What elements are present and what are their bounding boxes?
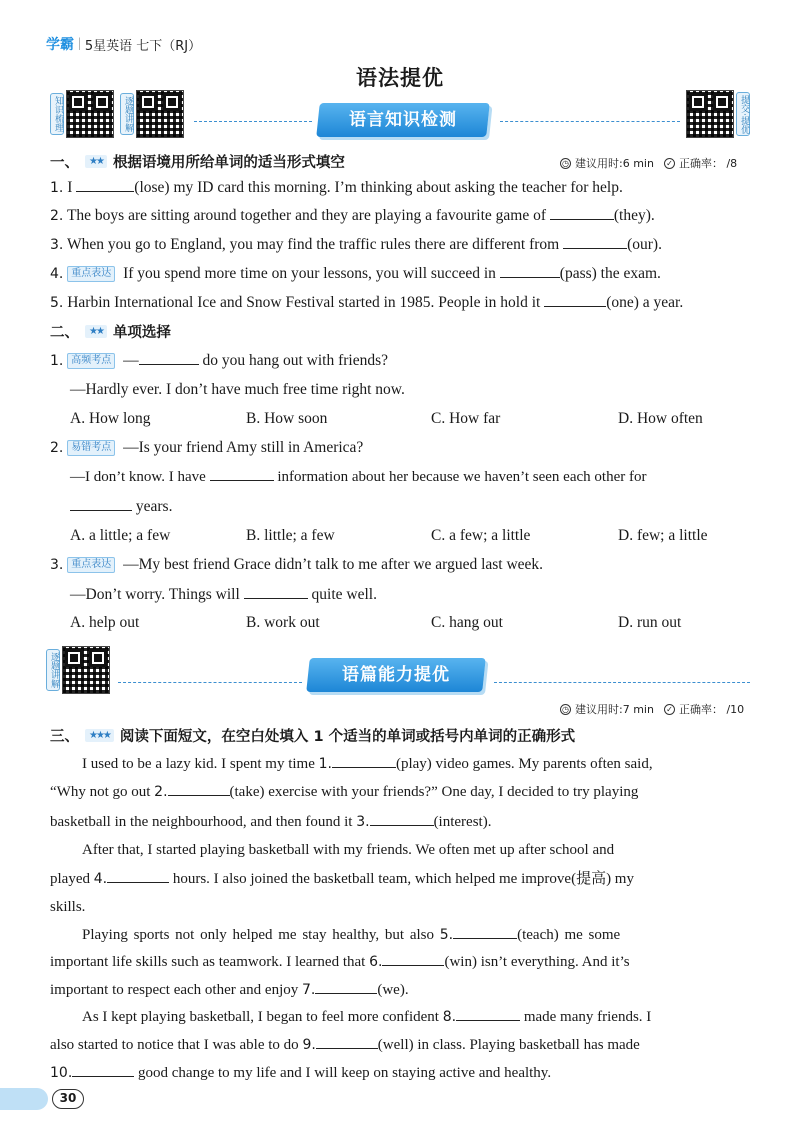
answer-blank[interactable] (107, 869, 169, 883)
qr-submit[interactable] (686, 90, 750, 138)
passage-line-10: As I kept playing basketball, I began to feel more confident 8. made many friends. I (82, 1009, 652, 1025)
fill-item-3: 3. When you go to England, you may find the traffic rules there are different from (our). (50, 236, 662, 253)
mc-reply-2-cont: years. (70, 497, 172, 517)
banner-dash-left (118, 682, 302, 683)
mc-question-3: 3. 重点表达 —My best friend Grace didn’t talk to me after we argued last week. (50, 556, 544, 573)
fill-item-5: 5. Harbin International Ice and Snow Festival started in 1985. People in hold it (one) a year. (50, 294, 684, 311)
section1-meta: ◷ 建议用时:6 min ✓ 正确率： /8 (562, 157, 738, 170)
qr-tag-submit: 提交·提优 (736, 92, 750, 137)
answer-blank[interactable] (382, 952, 444, 966)
answer-blank[interactable] (332, 754, 396, 768)
answer-blank[interactable] (456, 1007, 520, 1021)
mc-option-1a[interactable]: A. How long (70, 410, 151, 427)
answer-blank[interactable] (315, 980, 377, 994)
answer-blank[interactable] (500, 264, 560, 278)
answer-blank[interactable] (563, 235, 627, 249)
qr-code-icon (136, 90, 184, 138)
mc-question-2: 2. 易错考点 —Is your friend Amy still in America? (50, 439, 364, 456)
mc-option-3a[interactable]: A. help out (70, 614, 140, 631)
check-icon: ✓ (664, 158, 675, 169)
answer-blank[interactable] (453, 925, 517, 939)
mc-reply-2: —I don’t know. I have information about her because we haven’t seen each other for (70, 469, 647, 485)
footer-bar (0, 1088, 48, 1110)
mc-option-2a[interactable]: A. a little; a few (70, 527, 171, 544)
qr-tag-knowledge: 知识梳理 (50, 93, 64, 135)
section-banner-knowledge: 语言知识检测 (316, 103, 490, 137)
qr-explain-2[interactable] (46, 646, 110, 694)
passage-line-3: basketball in the neighbourhood, and then found it 3. (interest). (50, 814, 492, 830)
mc-question-1: 1. 高频考点 — do you hang out with friends? (50, 352, 389, 369)
section3-heading: 三、 ★★★ 阅读下面短文，在空白处填入 1 个适当的单词或括号内单词的正确形式 (50, 729, 576, 745)
brand-logo: 学霸 (46, 37, 74, 53)
mc-option-3b[interactable]: B. work out (246, 614, 320, 631)
mc-option-1d[interactable]: D. How often (618, 410, 703, 427)
qr-explain[interactable] (120, 90, 184, 138)
passage-line-4: After that, I started playing basketball with my friends. We often met up after school and (82, 842, 615, 858)
qr-tag-explain: 逐题讲解 (120, 93, 134, 135)
mc-reply-1: —Hardly ever. I don’t have much free time right now. (70, 381, 405, 398)
answer-blank[interactable] (544, 293, 606, 307)
passage-line-9: important to respect each other and enjoy 7. (we). (50, 982, 409, 998)
mc-option-3c[interactable]: C. hang out (431, 614, 503, 631)
page-number: 30 (52, 1089, 84, 1109)
qr-code-icon (686, 90, 734, 138)
passage-line-11: also started to notice that I was able to do 9. (well) in class. Playing basketball has made (50, 1037, 640, 1053)
difficulty-stars: ★★ (85, 325, 107, 338)
fill-item-2: 2. The boys are sitting around together and they are playing a favourite game of (they). (50, 207, 655, 224)
tag-key-expression: 重点表达 (67, 266, 115, 282)
brand-header: 学霸 | 5星英语 七下（RJ） (46, 36, 202, 54)
section3-meta: ◷ 建议用时:7 min ✓ 正确率： /10 (562, 703, 745, 716)
answer-blank[interactable] (244, 585, 308, 599)
fill-item-1: 1. I (lose) my ID card this morning. I’m thinking about asking the teacher for help. (50, 179, 623, 196)
passage-line-12: 10. good change to my life and I will keep on staying active and healthy. (50, 1065, 552, 1081)
tag-error-prone: 易错考点 (67, 440, 115, 456)
answer-blank[interactable] (316, 1035, 378, 1049)
banner-dash-right (494, 682, 750, 683)
passage-line-2: “Why not go out 2. (take) exercise with your friends?” One day, I decided to try playing (50, 784, 639, 800)
fill-item-4: 4. 重点表达 If you spend more time on your lessons, you will succeed in (pass) the exam. (50, 265, 661, 282)
clock-icon: ◷ (560, 158, 571, 169)
section2-heading: 二、 ★★ 单项选择 (50, 325, 171, 341)
answer-blank[interactable] (210, 467, 274, 481)
qr-code-icon (66, 90, 114, 138)
tag-key-expression: 重点表达 (67, 557, 115, 573)
mc-option-1c[interactable]: C. How far (431, 410, 501, 427)
passage-line-5: played 4. hours. I also joined the basketball team, which helped me improve(提高) my (50, 871, 634, 887)
answer-blank[interactable] (76, 178, 134, 192)
mc-reply-3: —Don’t worry. Things will quite well. (70, 586, 377, 603)
tag-high-frequency: 高频考点 (67, 353, 115, 369)
answer-blank[interactable] (70, 497, 132, 511)
mc-option-2c[interactable]: C. a few; a little (431, 527, 531, 544)
qr-tag-explain: 逐题讲解 (46, 649, 60, 691)
difficulty-stars: ★★★ (85, 729, 114, 742)
banner-dash-left (194, 121, 312, 122)
mc-option-3d[interactable]: D. run out (618, 614, 682, 631)
answer-blank[interactable] (72, 1063, 134, 1077)
check-icon: ✓ (664, 704, 675, 715)
passage-line-6: skills. (50, 899, 86, 915)
book-title: 5星英语 七下（RJ） (84, 38, 202, 54)
mc-option-2d[interactable]: D. few; a little (618, 527, 708, 544)
mc-option-1b[interactable]: B. How soon (246, 410, 328, 427)
answer-blank[interactable] (139, 351, 199, 365)
qr-knowledge[interactable] (50, 90, 114, 138)
passage-line-1: I used to be a lazy kid. I spent my time 1. (play) video games. My parents often said, (82, 756, 653, 772)
qr-code-icon (62, 646, 110, 694)
section1-heading: 一、 ★★ 根据语境用所给单词的适当形式填空 (50, 155, 345, 171)
answer-blank[interactable] (168, 782, 230, 796)
page-title: 语法提优 (356, 66, 444, 90)
answer-blank[interactable] (370, 812, 434, 826)
passage-line-7: Playing sports not only helped me stay healthy, but also 5. (teach) me some (82, 927, 621, 943)
passage-line-8: important life skills such as teamwork. I learned that 6. (win) isn’t everything. And it’s (50, 954, 630, 970)
banner-dash-right (500, 121, 680, 122)
difficulty-stars: ★★ (85, 155, 107, 168)
answer-blank[interactable] (550, 206, 614, 220)
mc-option-2b[interactable]: B. little; a few (246, 527, 335, 544)
section-banner-reading: 语篇能力提优 (306, 658, 486, 692)
clock-icon: ◷ (560, 704, 571, 715)
